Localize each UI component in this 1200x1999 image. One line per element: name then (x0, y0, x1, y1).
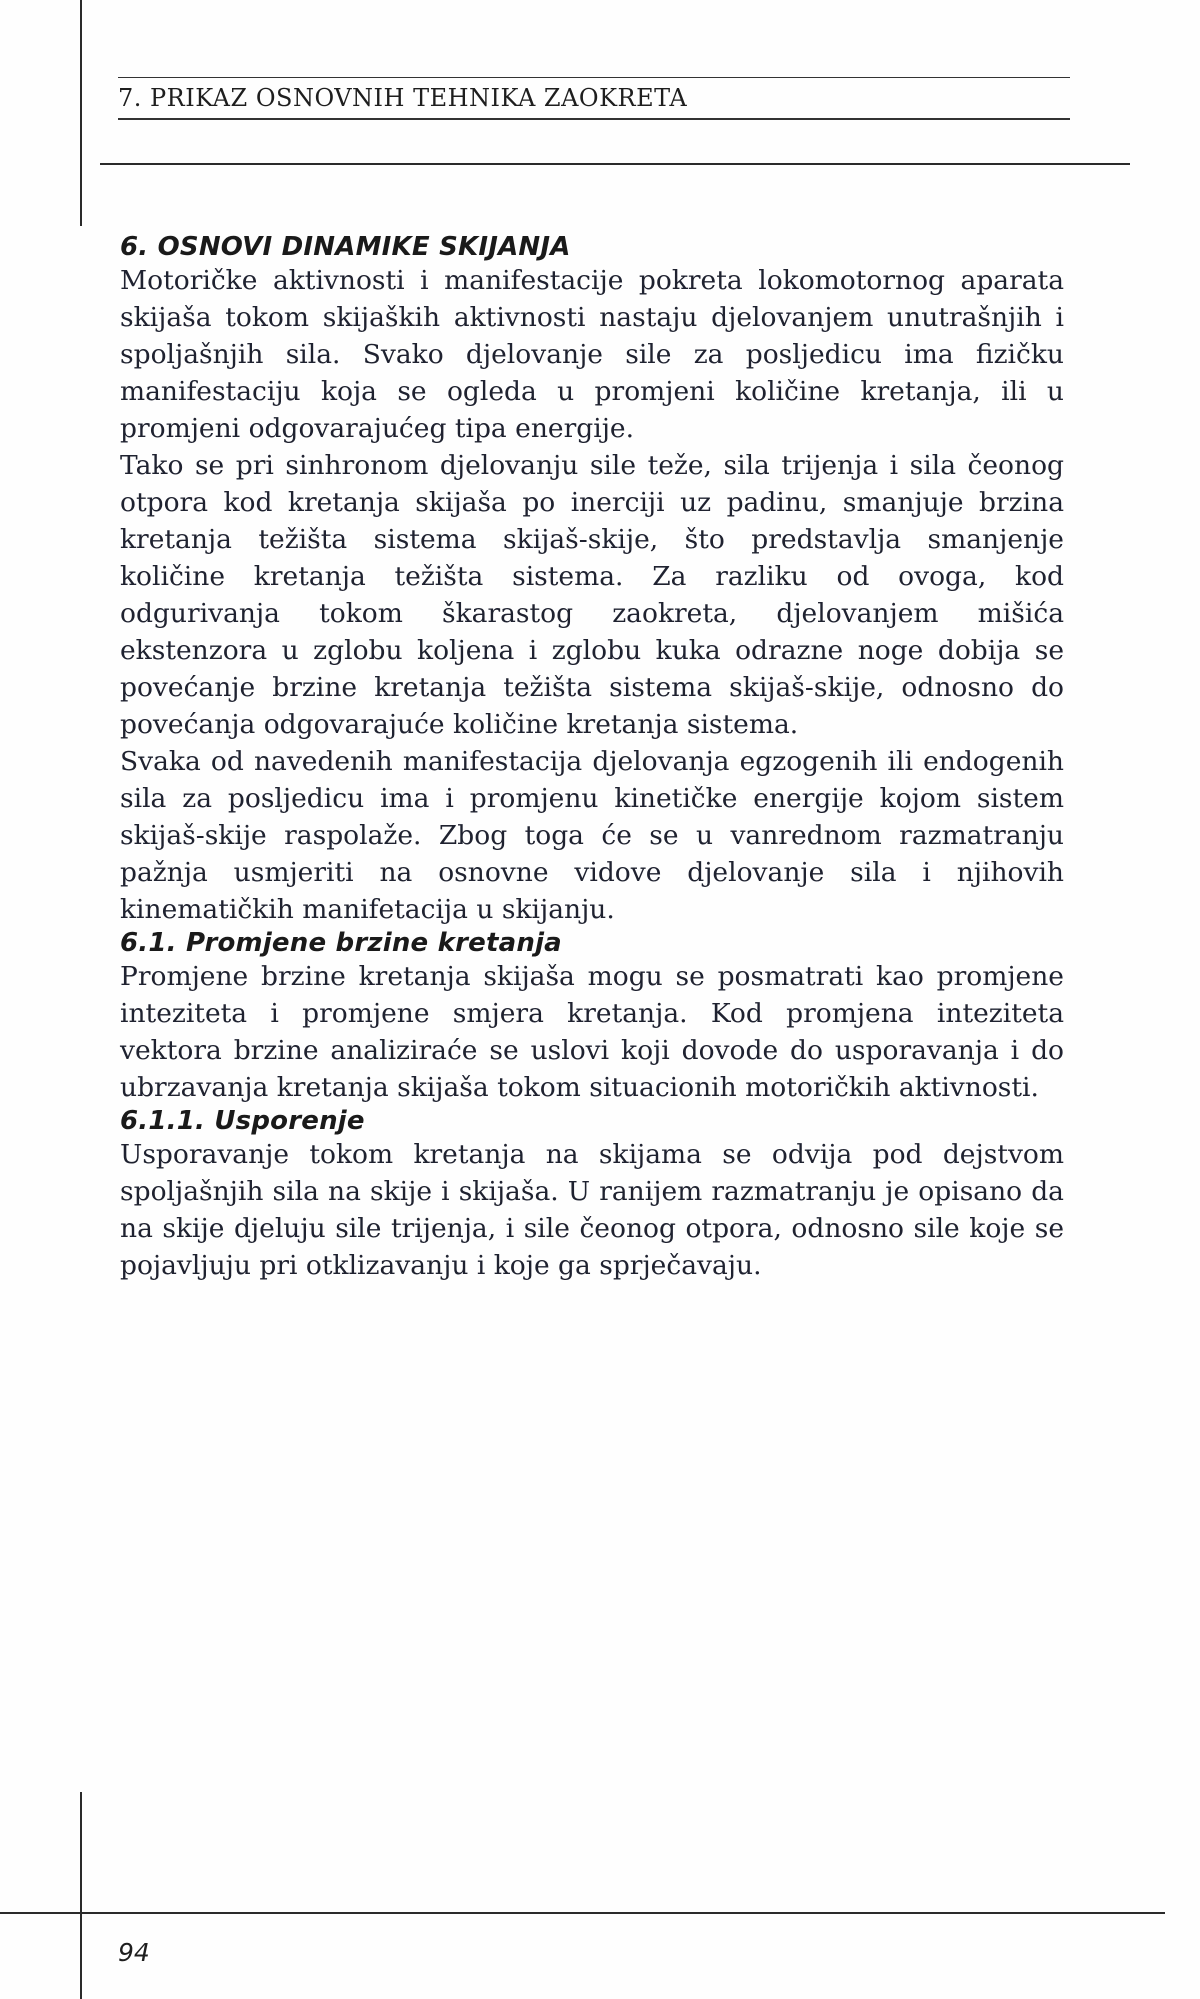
crop-mark-vertical-bottom (80, 1792, 82, 1999)
running-header: 7. PRIKAZ OSNOVNIH TEHNIKA ZAOKRETA (118, 84, 688, 112)
section-paragraph-2: Tako se pri sinhronom djelovanju sile teže, sila trijenja i sila čeonog otpora kod kretanja skijaša po inerciji uz padinu, smanjuje brzina kretanja težišta sistema skijaš-skije, što predstavlja smanjenje količine kretanja težišta sistema. Za razliku od ovoga, kod odgurivanja tokom škarastog zaokreta, djelovanjem mišića ekstenzora u zglobu koljena i zglobu kuka odrazne noge dobija se povećanje brzine kretanja težišta sistema skijaš-skije, odnosno do povećanja odgovarajuće količine kretanja sistema. (120, 450, 1064, 740)
crop-mark-horizontal-top (100, 163, 1130, 165)
subsubsection-paragraph: Usporavanje tokom kretanja na skijama se odvija pod dejstvom spoljašnjih sila na skije i skijaša. U ranijem razmatranju je opisano da na skije djeluju sile trijenja, i sile čeonog otpora, odnosno sile koje se pojavljuju pri otklizavanju i koje ga sprječavaju. (120, 1139, 1064, 1281)
subsubsection-heading: 6.1.1. Usporenje (120, 1106, 365, 1136)
page-number: 94 (118, 1938, 150, 1967)
crop-mark-vertical-top (80, 0, 82, 226)
section-paragraph-3: Svaka od navedenih manifestacija djelovanja egzogenih ili endogenih sila za posljedicu ima i promjenu kinetičke energije kojom sistem skijaš-skije raspolaže. Zbog toga će se u vanrednom razmatranju pažnja usmjeriti na osnovne vidove djelovanje sila i njihovih kinematičkih manifetacija u skijanju. (120, 746, 1064, 925)
text-column (120, 232, 1064, 1284)
crop-mark-horizontal-bottom (0, 1912, 1165, 1914)
header-rule-bottom (118, 118, 1070, 120)
section-heading: 6. OSNOVI DINAMIKE SKIJANJA (120, 232, 571, 262)
section-paragraph-1: Motoričke aktivnosti i manifestacije pokreta lokomotornog aparata skijaša tokom skijaških aktivnosti nastaju djelovanjem unutrašnjih i spoljašnjih sila. Svako djelovanje sile za posljedicu ima fizičku manifestaciju koja se ogleda u promjeni količine kretanja, ili u promjeni odgovarajućeg tipa energije. (120, 265, 1064, 444)
subsection-heading: 6.1. Promjene brzine kretanja (120, 928, 562, 958)
header-rule-top (118, 77, 1070, 78)
subsection-paragraph: Promjene brzine kretanja skijaša mogu se posmatrati kao promjene inteziteta i promjene smjera kretanja. Kod promjena inteziteta vektora brzine analiziraće se uslovi koji dovode do usporavanja i do ubrzavanja kretanja skijaša tokom situacionih motoričkih aktivnosti. (120, 961, 1064, 1103)
